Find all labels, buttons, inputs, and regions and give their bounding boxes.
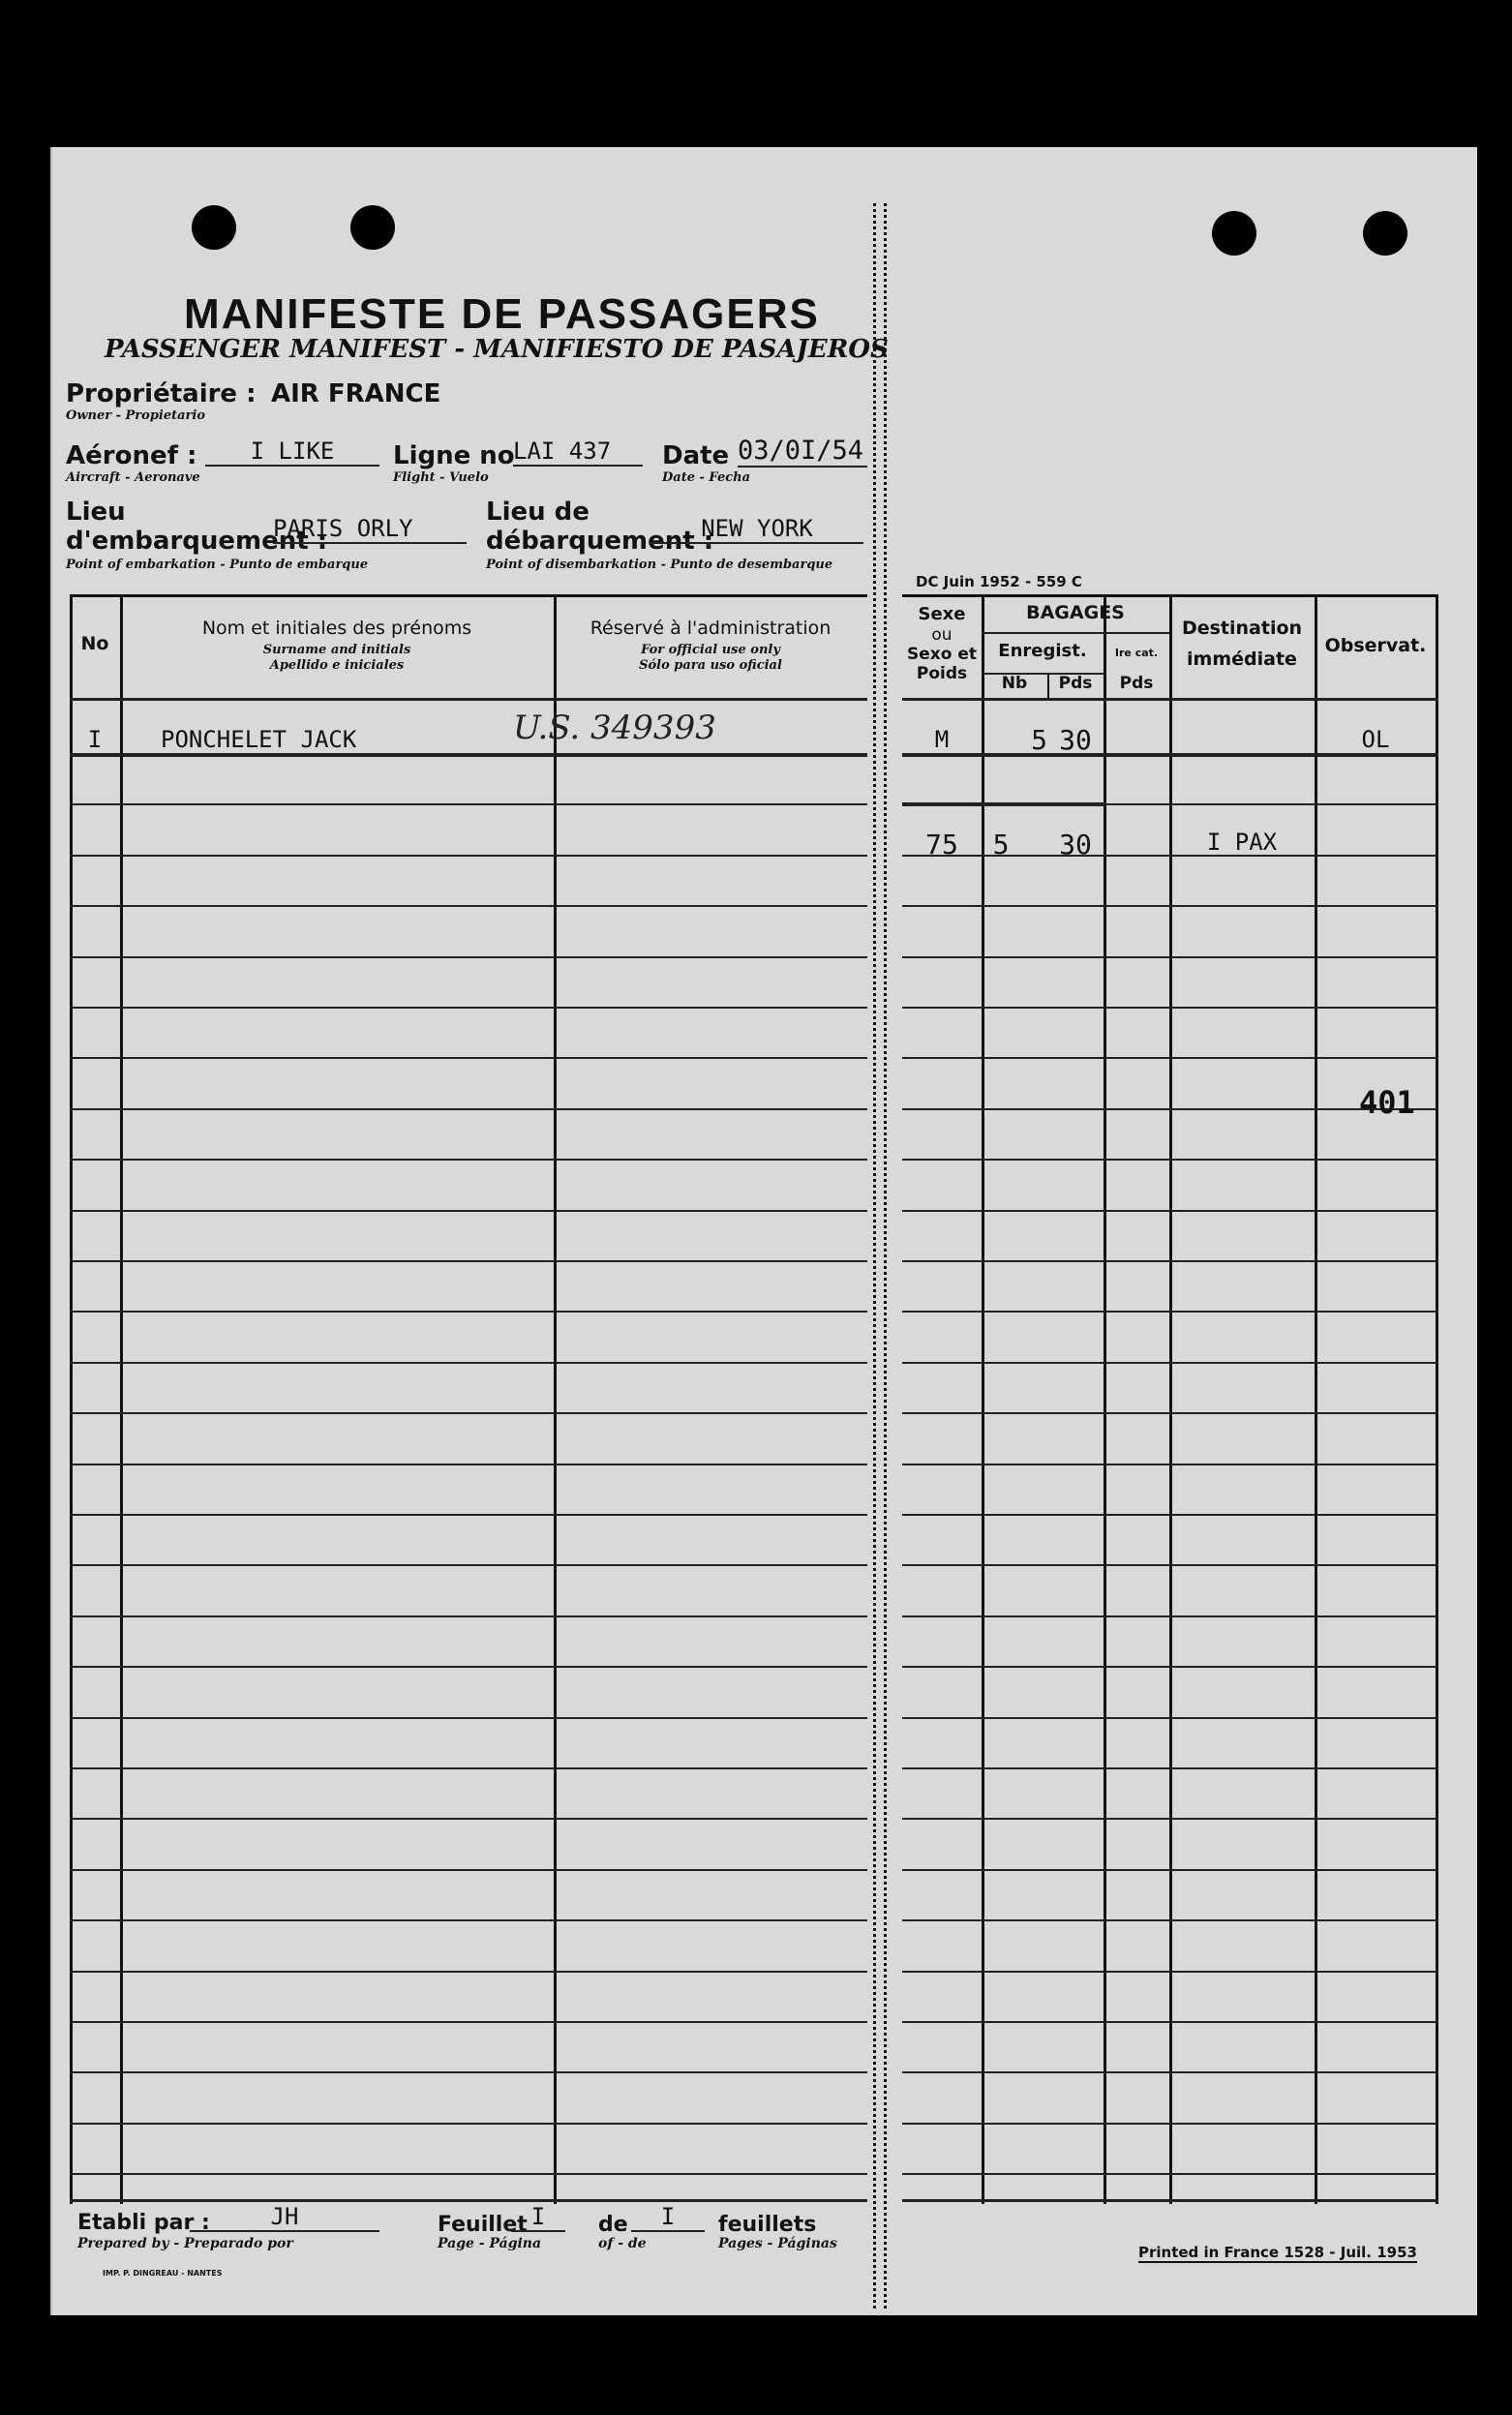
col-nb: Nb (1001, 674, 1028, 693)
document-title: MANIFESTE DE PASSAGERS (184, 290, 820, 338)
table-rule (902, 1260, 1438, 1262)
table-rule (902, 1717, 1438, 1719)
total-nb: 5 (992, 829, 1010, 860)
form-code: DC Juin 1952 - 559 C (916, 573, 1082, 590)
aircraft-label: Aéronef : (66, 441, 197, 470)
total-pds: 30 (1059, 829, 1092, 860)
table-rule (70, 956, 867, 958)
table-rule (902, 1311, 1438, 1313)
sheet-label: Feuillet (438, 2213, 528, 2237)
flight-label: Ligne no (393, 441, 515, 470)
aircraft-value: I LIKE (205, 438, 379, 467)
of-value: I (631, 2203, 705, 2232)
embark-value: PARIS ORLY (273, 515, 467, 544)
table-rule (902, 1666, 1438, 1668)
col-obs: Observat. (1324, 635, 1427, 656)
table-rule (70, 1057, 867, 1059)
embark-label-1: Lieu (66, 498, 126, 527)
of-label: de (598, 2213, 628, 2237)
table-rule (70, 1007, 867, 1009)
printed-in-france: Printed in France 1528 - Juil. 1953 (1138, 2244, 1417, 2261)
embark-label-2: d'embarquement : (66, 527, 328, 556)
table-rule (70, 905, 867, 907)
embark-sub: Point of embarkation - Punto de embarque (66, 558, 369, 572)
table-rule (902, 2071, 1438, 2073)
prepared-label: Etabli par : (77, 2211, 210, 2235)
table-rule (902, 1362, 1438, 1364)
table-rule (70, 1564, 867, 1566)
table-rule (902, 2173, 1438, 2175)
table-rule (902, 1514, 1438, 1516)
disembark-value: NEW YORK (650, 515, 863, 544)
table-rule (70, 1412, 867, 1414)
table-rule (70, 855, 867, 857)
row-nb: 5 (1031, 724, 1047, 756)
row-sex: M (934, 726, 950, 753)
table-rule (70, 1108, 867, 1110)
document-subtitle: PASSENGER MANIFEST - MANIFIESTO DE PASAJEROS (105, 335, 889, 364)
table-rule (902, 1767, 1438, 1769)
punch-hole-1 (192, 205, 236, 250)
owner-label: Propriétaire : (66, 379, 257, 408)
table-rule (70, 2173, 867, 2175)
owner-sub: Owner - Propietario (66, 408, 206, 423)
table-rule (70, 1210, 867, 1212)
row-pds: 30 (1059, 724, 1092, 756)
disembark-label-1: Lieu de (486, 498, 590, 527)
flight-value: LAI 437 (513, 438, 643, 467)
table-rule (70, 1362, 867, 1364)
table-rule (70, 1514, 867, 1516)
of-sub: of - de (598, 2236, 647, 2251)
col-cab-pds: Pds (1119, 674, 1154, 693)
flight-sub: Flight - Vuelo (393, 470, 489, 485)
table-rule (70, 1311, 867, 1313)
table-rule (70, 2071, 867, 2073)
col-bagages: BAGAGES (1026, 602, 1125, 623)
table-rule (902, 2021, 1438, 2023)
table-rule (70, 1666, 867, 1668)
pages-label: feuillets (718, 2213, 817, 2237)
col-pds: Pds (1058, 674, 1093, 693)
punch-hole-2 (350, 205, 395, 250)
table-rule (902, 1919, 1438, 1921)
table-rule (902, 956, 1438, 958)
table-rule (70, 1869, 867, 1871)
col-name-sub2: Apellido e iniciales (269, 658, 405, 673)
pages-sub: Pages - Páginas (718, 2236, 837, 2251)
col-sex-2: ou (931, 625, 953, 645)
aircraft-sub: Aircraft - Aeronave (66, 470, 200, 485)
punch-hole-4 (1363, 211, 1407, 256)
owner-value: AIR FRANCE (271, 379, 441, 408)
disembark-label-2: débarquement : (486, 527, 714, 556)
table-rule (902, 1869, 1438, 1871)
date-value: 03/0I/54 (738, 436, 867, 468)
total-weight: 75 (925, 829, 958, 860)
col-sex-4: Poids (916, 664, 968, 683)
table-rule (70, 1717, 867, 1719)
perforation-line (873, 203, 887, 2309)
col-admin-sub2: Sólo para uso oficial (639, 658, 782, 673)
table-bottom-rule (902, 2199, 1438, 2202)
col-dest-2: immédiate (1187, 649, 1297, 670)
table-rule (902, 1108, 1438, 1110)
table-bottom-rule (70, 2199, 867, 2202)
sheet-value: I (511, 2203, 565, 2232)
row-no: I (87, 726, 103, 753)
table-rule (902, 1971, 1438, 1973)
col-sex-1: Sexe (918, 604, 966, 624)
table-rule (70, 1818, 867, 1820)
table-rule (902, 1057, 1438, 1059)
table-rule (902, 2123, 1438, 2125)
table-rule (70, 1919, 867, 1921)
col-enreg: Enregist. (998, 641, 1087, 661)
margin-note: 401 (1359, 1084, 1415, 1121)
printer-line: IMP. P. DINGREAU - NANTES (103, 2269, 223, 2278)
col-name-header: Nom et initiales des prénoms (201, 618, 472, 639)
col-no-header: No (80, 633, 109, 654)
table-rule (70, 1159, 867, 1161)
table-rule (902, 1210, 1438, 1212)
row-name: PONCHELET JACK (161, 726, 357, 753)
table-rule (70, 1615, 867, 1617)
table-rule (902, 1564, 1438, 1566)
table-rule (70, 2123, 867, 2125)
table-rule (902, 1159, 1438, 1161)
row-obs: OL (1361, 726, 1390, 753)
col-admin-header: Réservé à l'administration (590, 618, 832, 639)
table-rule (70, 1260, 867, 1262)
prepared-sub: Prepared by - Preparado por (77, 2236, 293, 2251)
punch-hole-3 (1212, 211, 1256, 256)
col-cab: Ire cat. (1114, 647, 1159, 659)
table-rule (70, 1767, 867, 1769)
prepared-value: JH (190, 2203, 379, 2232)
total-dest: I PAX (1206, 829, 1278, 856)
disembark-sub: Point of disembarkation - Punto de desembarque (486, 558, 833, 572)
table-rule (902, 1615, 1438, 1617)
date-label: Date (662, 441, 730, 470)
table-rule (902, 1464, 1438, 1465)
row-admin-handwritten: U.S. 349393 (513, 709, 716, 747)
col-dest-1: Destination (1181, 618, 1303, 639)
table-rule (70, 1464, 867, 1465)
table-rule (902, 1412, 1438, 1414)
table-rule (70, 753, 867, 755)
col-sex-3: Sexo et (907, 645, 977, 664)
col-admin-sub1: For official use only (641, 643, 780, 657)
sheet-sub: Page - Página (438, 2236, 542, 2251)
table-rule (902, 1007, 1438, 1009)
table-rule (70, 1971, 867, 1973)
table-rule (70, 2021, 867, 2023)
table-rule (902, 1818, 1438, 1820)
passenger-table-left (70, 594, 867, 2204)
date-sub: Date - Fecha (662, 470, 750, 485)
table-rule (902, 803, 1438, 805)
table-rule (70, 803, 867, 805)
table-rule (902, 905, 1438, 907)
col-name-sub1: Surname and initials (262, 643, 411, 657)
